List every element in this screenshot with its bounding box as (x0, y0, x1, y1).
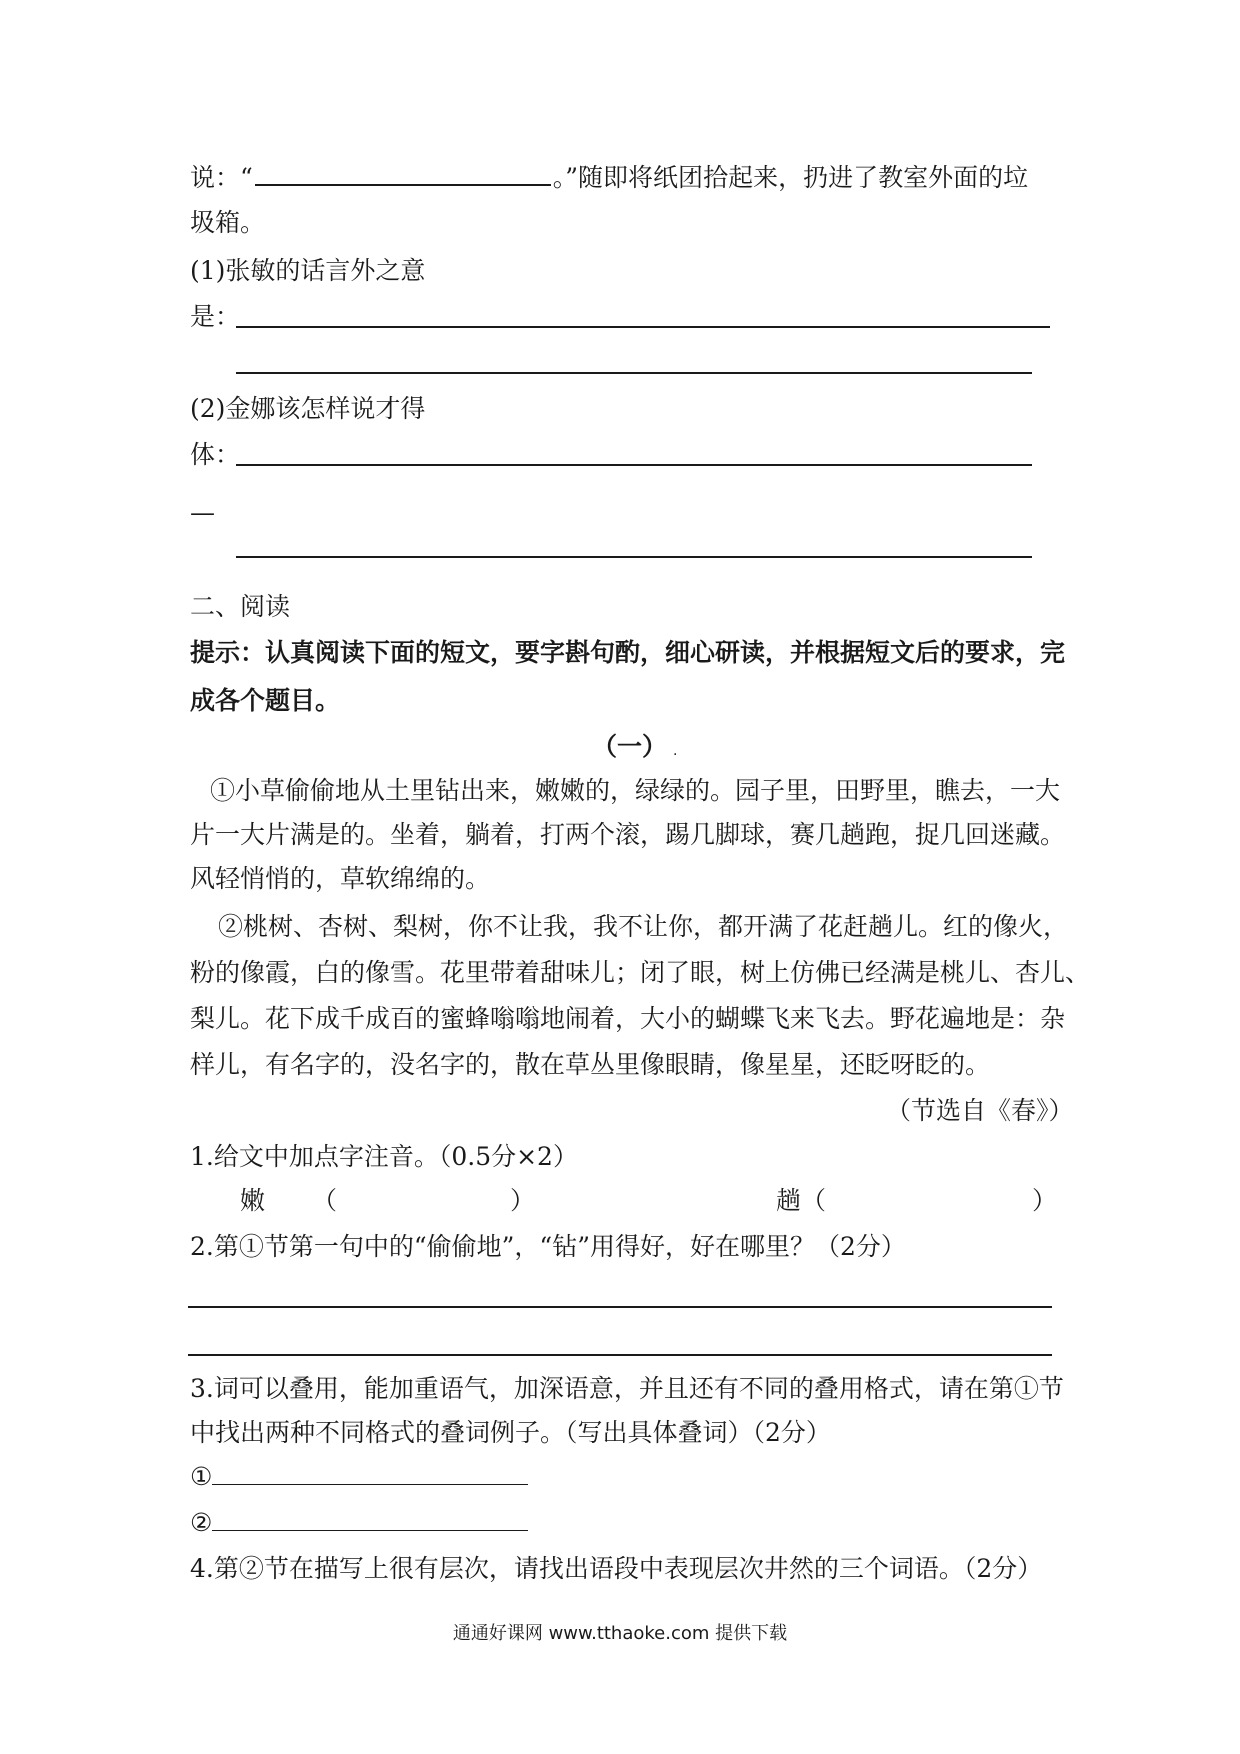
q3-blank-2[interactable] (190, 1506, 528, 1540)
q1-paren-1-close[interactable]: ） (510, 1186, 536, 1215)
q3-blank-1-line[interactable] (212, 1460, 528, 1485)
question-2: 2.第①节第一句中的“偷偷地”，“钻”用得好，好在哪里？（2分） (190, 1232, 906, 1261)
dialogue-line-2: 圾箱。 (190, 208, 266, 237)
sub-question-2-label: (2)金娜该怎样说才得 (190, 394, 426, 423)
q3-blank-2-line[interactable] (212, 1506, 528, 1531)
dialogue-line-1 (190, 160, 1028, 195)
passage-source: （节选自《春》） (886, 1096, 1074, 1125)
part-title-dot: . (673, 743, 678, 759)
dialogue-blank[interactable] (255, 160, 551, 186)
passage-p2-line-2: 粉的像霞，白的像雪。花里带着甜味儿；闭了眼，树上仿佛已经满是桃儿、杏儿、 (190, 958, 1091, 987)
answer-line-2b[interactable] (236, 556, 1032, 558)
dialogue-suffix: 。”随即将纸团拾起来，扔进了教室外面的垃 (552, 163, 1029, 192)
q2-answer-line-1[interactable] (188, 1306, 1052, 1308)
q1-char-2[interactable]: 趟（ (776, 1186, 827, 1215)
part-title-text: （一） (592, 732, 668, 761)
tip-line-1: 提示：认真阅读下面的短文，要字斟句酌，细心研读，并根据短文后的要求，完 (190, 638, 1066, 667)
question-3-line-2: 中找出两种不同格式的叠词例子。（写出具体叠词）（2分） (190, 1418, 831, 1447)
q3-blank-2-label: ② (190, 1508, 213, 1537)
q3-blank-1-label: ① (190, 1462, 213, 1491)
passage-p1-line-3: 风轻悄悄的，草软绵绵的。 (190, 864, 491, 893)
part-title (592, 730, 677, 768)
question-1: 1.给文中加点字注音。（0.5分×2） (190, 1142, 578, 1171)
passage-p2-line-3: 梨儿。花下成千成百的蜜蜂嗡嗡地闹着，大小的蝴蝶飞来飞去。野花遍地是：杂 (190, 1004, 1066, 1033)
dialogue-prefix: 说：“ (190, 163, 253, 192)
passage-p1-line-2: 片一大片满是的。坐着，躺着，打两个滚，踢几脚球，赛几趟跑，捉几回迷藏。 (190, 820, 1066, 849)
passage-p2-line-1: ②桃树、杏树、梨树，你不让我，我不让你，都开满了花赶趟儿。红的像火， (218, 912, 1069, 941)
question-4: 4.第②节在描写上很有层次，请找出语段中表现层次井然的三个词语。（2分） (190, 1554, 1043, 1583)
question-3-line-1: 3.词可以叠用，能加重语气，加深语意，并且还有不同的叠用格式，请在第①节 (190, 1374, 1064, 1403)
q3-blank-1[interactable] (190, 1460, 528, 1494)
sub-question-1-prefix: 是： (190, 302, 241, 331)
q2-answer-line-2[interactable] (188, 1354, 1052, 1356)
answer-line-2a[interactable] (236, 464, 1032, 466)
answer-line-1a[interactable] (236, 326, 1050, 328)
q1-paren-2-close[interactable]: ） (1032, 1186, 1058, 1215)
passage-p1-line-1: ①小草偷偷地从土里钻出来，嫩嫩的，绿绿的。园子里，田野里，瞧去，一大 (210, 776, 1061, 805)
q1-char-1: 嫩 (240, 1186, 266, 1215)
passage-p2-line-4: 样儿，有名字的，没名字的，散在草丛里像眼睛，像星星，还眨呀眨的。 (190, 1050, 991, 1079)
dash-mark: — (190, 498, 215, 527)
footer-text: 通通好课网 www.tthaoke.com 提供下载 (452, 1623, 788, 1644)
q1-paren-1-open[interactable]: （ (312, 1186, 338, 1215)
sub-question-1-label: (1)张敏的话言外之意 (190, 256, 426, 285)
sub-question-2-prefix: 体： (190, 440, 241, 469)
tip-line-2: 成各个题目。 (190, 686, 341, 715)
answer-line-1b[interactable] (236, 372, 1032, 374)
section-heading: 二、阅读 (190, 592, 291, 621)
